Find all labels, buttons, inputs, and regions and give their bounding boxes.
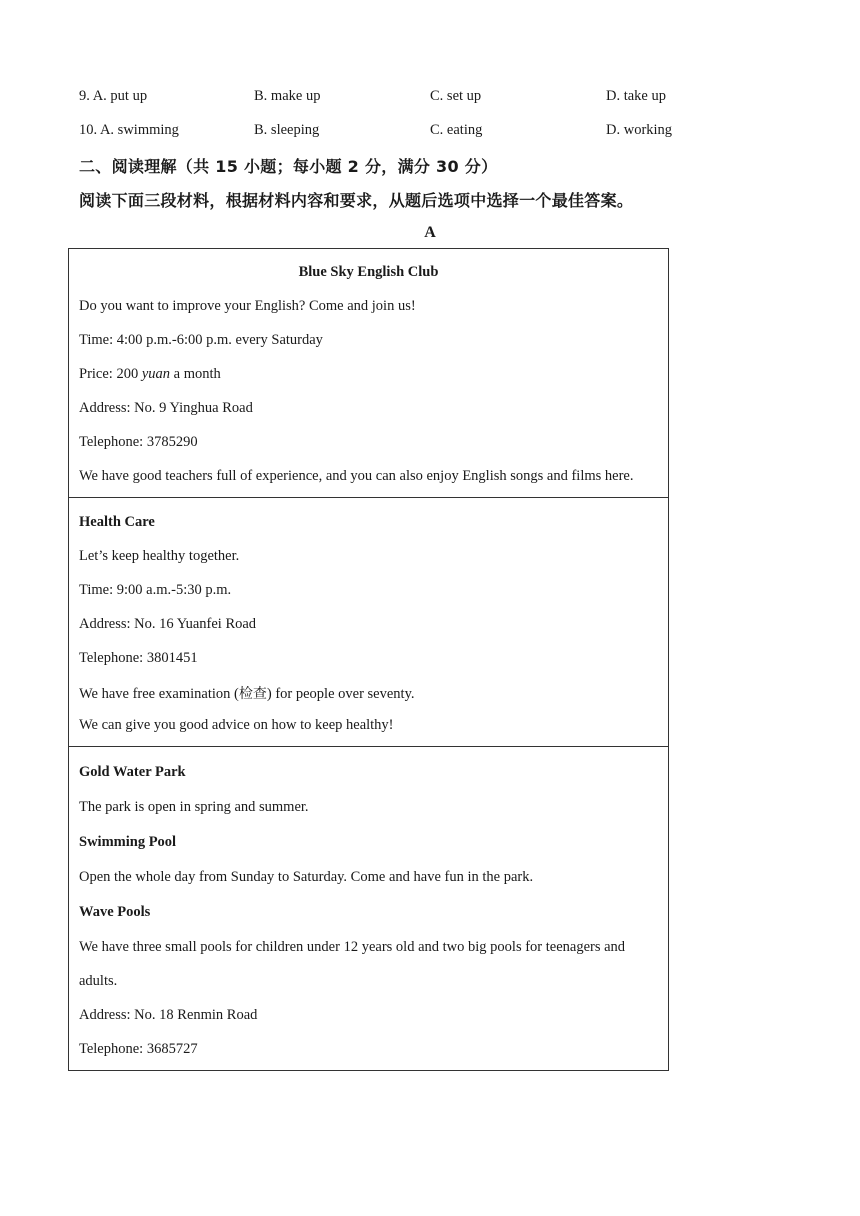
ad-exam [79,683,415,703]
option-a: 9. A. put up [79,88,148,104]
ad-telephone: Telephone: 3785290 [79,434,198,450]
ad-telephone: Telephone: 3685727 [79,1041,198,1057]
ad-title: Blue Sky English Club [298,264,439,280]
section-heading: 二、阅读理解（共 15 小题；每小题 2 分，满分 30 分） [79,157,498,176]
price-suffix: a month [170,366,221,382]
price-unit: yuan [141,366,171,382]
ad-title: Gold Water Park [79,764,186,780]
ad-address: Address: No. 18 Renmin Road [79,1007,258,1023]
ad-price [79,366,221,383]
question-9-options [79,88,739,108]
price-prefix: Price: 200 [79,366,142,382]
exam-prefix: We have free examination ( [79,686,239,702]
ad-health-care [68,497,669,747]
ad-intro: Let’s keep healthy together. [79,548,240,564]
ad-time: Time: 9:00 a.m.-5:30 p.m. [79,582,232,598]
pool-title: Swimming Pool [79,834,177,850]
ad-gold-water-park [68,746,669,1071]
passage-letter: A [424,224,436,241]
option-c: C. eating [430,122,483,138]
option-b: B. make up [254,88,321,104]
question-10-options [79,122,739,142]
exam-chinese: 检查 [238,686,267,702]
wave-text-line1: We have three small pools for children under 12 years old and two big pools for teenagers and [79,939,626,955]
option-d: D. take up [606,88,666,104]
option-a: 10. A. swimming [79,122,179,138]
exam-suffix: ) for people over seventy. [266,686,415,702]
ad-intro: The park is open in spring and summer. [79,799,309,815]
wave-text-line2: adults. [79,973,118,989]
ad-address: Address: No. 16 Yuanfei Road [79,616,257,632]
instruction: 阅读下面三段材料，根据材料内容和要求，从题后选项中选择一个最佳答案。 [79,191,634,210]
ad-time: Time: 4:00 p.m.-6:00 p.m. every Saturday [79,332,323,348]
ad-title: Health Care [79,514,155,530]
pool-text: Open the whole day from Sunday to Saturday. Come and have fun in the park. [79,869,534,885]
ad-note: We have good teachers full of experience, and you can also enjoy English songs and films here. [79,468,634,484]
ad-telephone: Telephone: 3801451 [79,650,198,666]
option-d: D. working [606,122,673,138]
wave-title: Wave Pools [79,904,151,920]
option-c: C. set up [430,88,482,104]
ad-blue-sky-english-club [68,248,669,498]
option-b: B. sleeping [254,122,320,138]
ad-advice: We can give you good advice on how to keep healthy! [79,717,394,733]
ad-address: Address: No. 9 Yinghua Road [79,400,253,416]
ad-intro: Do you want to improve your English? Come and join us! [79,298,416,314]
